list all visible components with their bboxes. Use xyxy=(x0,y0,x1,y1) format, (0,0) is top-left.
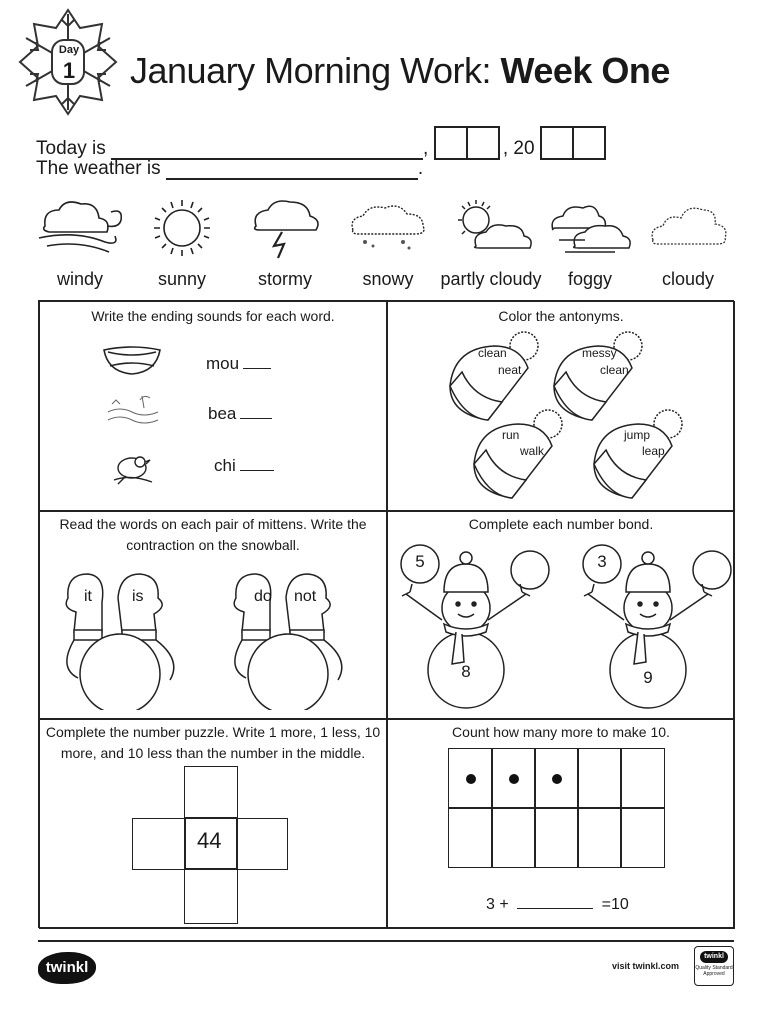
hat-icon[interactable] xyxy=(468,406,568,502)
weather-label-stormy: stormy xyxy=(258,269,312,289)
weather-windy[interactable] xyxy=(30,196,130,292)
mitten-word-right: not xyxy=(294,588,317,605)
partly-cloudy-icon xyxy=(446,196,536,260)
weather-sunny[interactable] xyxy=(132,196,232,292)
snowy-icon xyxy=(343,196,433,260)
ending-sounds-panel xyxy=(39,301,387,511)
number-bond-panel xyxy=(387,511,735,719)
mittens-snowball-icon xyxy=(226,568,356,710)
weather-cloudy[interactable] xyxy=(638,196,738,292)
hat-word-bottom: clean xyxy=(600,363,629,377)
day-label: Day xyxy=(58,44,80,56)
hat-word-bottom: neat xyxy=(498,363,522,377)
counter-dot xyxy=(552,774,562,784)
ten-frame-cell[interactable] xyxy=(620,748,665,809)
footer-rule xyxy=(38,940,734,942)
ten-frame-instruction: Count how many more to make 10. xyxy=(452,724,670,740)
page-title xyxy=(130,50,670,92)
number-puzzle-panel xyxy=(39,719,387,929)
counter-dot xyxy=(509,774,519,784)
date-comma: , xyxy=(422,138,429,159)
bond-whole: 9 xyxy=(643,668,653,687)
ending-word: chi xyxy=(214,456,236,475)
ten-frame-panel xyxy=(387,719,735,929)
cloudy-icon xyxy=(643,196,733,260)
ten-frame-cell[interactable] xyxy=(534,807,579,868)
visit-link[interactable]: visit twinkl.com xyxy=(612,961,680,971)
ending-sounds-instruction: Write the ending sounds for each word. xyxy=(91,308,335,324)
ten-frame xyxy=(448,748,664,866)
year-prefix: , 20 xyxy=(502,138,535,159)
weather-options xyxy=(30,196,740,292)
mitten-word-right: is xyxy=(132,588,144,605)
stormy-icon xyxy=(240,196,330,260)
chick-icon xyxy=(110,448,156,486)
mitten-word-left: do xyxy=(254,588,272,605)
contractions-instruction: Read the words on each pair of mittens. Write the contraction on the snowball. xyxy=(59,516,367,553)
weather-foggy[interactable] xyxy=(540,196,640,292)
mitten-word-left: it xyxy=(84,588,92,605)
title-regular: January Morning Work: xyxy=(130,50,501,91)
puzzle-box-left[interactable] xyxy=(132,818,186,870)
mouth-icon xyxy=(100,344,164,378)
ending-word: mou xyxy=(206,354,240,373)
antonyms-instruction: Color the antonyms. xyxy=(498,308,624,324)
hat-icon[interactable] xyxy=(588,406,688,502)
bond-part: 3 xyxy=(597,552,607,571)
equation-answer-line[interactable] xyxy=(517,908,593,909)
ending-word-row xyxy=(208,404,272,424)
hat-word-top: run xyxy=(502,428,520,442)
year-box-2[interactable] xyxy=(572,126,606,160)
date-line xyxy=(36,126,604,160)
weather-label-cloudy: cloudy xyxy=(661,269,715,289)
weather-label-foggy: foggy xyxy=(567,269,613,289)
ending-word: bea xyxy=(208,404,237,423)
bond-whole: 8 xyxy=(461,662,471,681)
beach-icon xyxy=(106,392,160,428)
ten-frame-cell[interactable] xyxy=(448,807,493,868)
ten-frame-cell[interactable] xyxy=(491,748,536,809)
day-number: 1 xyxy=(62,58,76,83)
hat-word-top: jump xyxy=(624,428,651,442)
number-bond-instruction: Complete each number bond. xyxy=(468,516,654,532)
mittens-snowball-icon xyxy=(58,568,188,710)
number-puzzle-instruction: Complete the number puzzle. Write 1 more, 1 less, 10 more, and 10 less than the number in the middle. xyxy=(45,724,381,761)
day-box-1[interactable] xyxy=(434,126,468,160)
weather-partly-cloudy[interactable] xyxy=(436,196,546,292)
ending-word-row xyxy=(206,354,271,374)
equation-suffix: =10 xyxy=(601,896,629,913)
bond-part: 5 xyxy=(415,552,425,571)
weather-label-windy: windy xyxy=(56,269,104,289)
counter-dot xyxy=(466,774,476,784)
badge-logo: twinkl xyxy=(700,951,728,963)
hat-word-bottom: walk xyxy=(520,444,545,458)
bond-answer-circle[interactable] xyxy=(510,550,548,588)
equation-prefix: 3 + xyxy=(486,896,509,913)
ending-answer-line[interactable] xyxy=(240,470,274,471)
weather-stormy[interactable] xyxy=(235,196,335,292)
puzzle-box-bottom[interactable] xyxy=(184,868,238,924)
weather-label-partly-cloudy: partly cloudy xyxy=(440,269,542,289)
contractions-panel xyxy=(39,511,387,719)
ending-answer-line[interactable] xyxy=(243,368,271,369)
header xyxy=(18,6,758,124)
puzzle-center-number: 44 xyxy=(197,828,222,853)
today-label: Today is xyxy=(36,138,106,159)
weather-label-snowy: snowy xyxy=(362,269,414,289)
hat-word-bottom: leap xyxy=(642,444,665,458)
weather-label: The weather is xyxy=(36,158,161,179)
ten-frame-cell[interactable] xyxy=(448,748,493,809)
ten-frame-cell[interactable] xyxy=(620,807,665,868)
hat-word-top: messy xyxy=(582,346,617,360)
title-bold: Week One xyxy=(500,50,670,91)
ten-frame-cell[interactable] xyxy=(577,748,622,809)
weather-line xyxy=(36,158,423,180)
date-blank[interactable] xyxy=(111,140,423,160)
day-box-2[interactable] xyxy=(466,126,500,160)
sunny-icon xyxy=(137,196,227,260)
foggy-icon xyxy=(545,196,635,260)
ten-frame-cell[interactable] xyxy=(534,748,579,809)
hat-word-top: clean xyxy=(478,346,507,360)
weather-period: . xyxy=(417,158,424,179)
ending-word-row xyxy=(214,456,274,476)
weather-label-sunny: sunny xyxy=(157,269,207,289)
quality-badge xyxy=(694,946,734,986)
puzzle-box-top[interactable] xyxy=(184,766,238,818)
antonyms-panel xyxy=(387,301,735,511)
ending-answer-line[interactable] xyxy=(240,418,272,419)
activity-grid xyxy=(38,300,734,928)
puzzle-box-right[interactable] xyxy=(236,818,288,870)
ten-frame-cell[interactable] xyxy=(577,807,622,868)
badge-text: Quality Standard Approved xyxy=(695,965,733,977)
twinkl-logo: twinkl xyxy=(38,952,96,984)
ten-frame-equation xyxy=(486,896,629,914)
weather-snowy[interactable] xyxy=(338,196,438,292)
windy-icon xyxy=(35,196,125,260)
weather-blank[interactable] xyxy=(166,160,418,180)
ten-frame-cell[interactable] xyxy=(491,807,536,868)
bond-answer-circle[interactable] xyxy=(692,556,730,594)
year-box-1[interactable] xyxy=(540,126,574,160)
